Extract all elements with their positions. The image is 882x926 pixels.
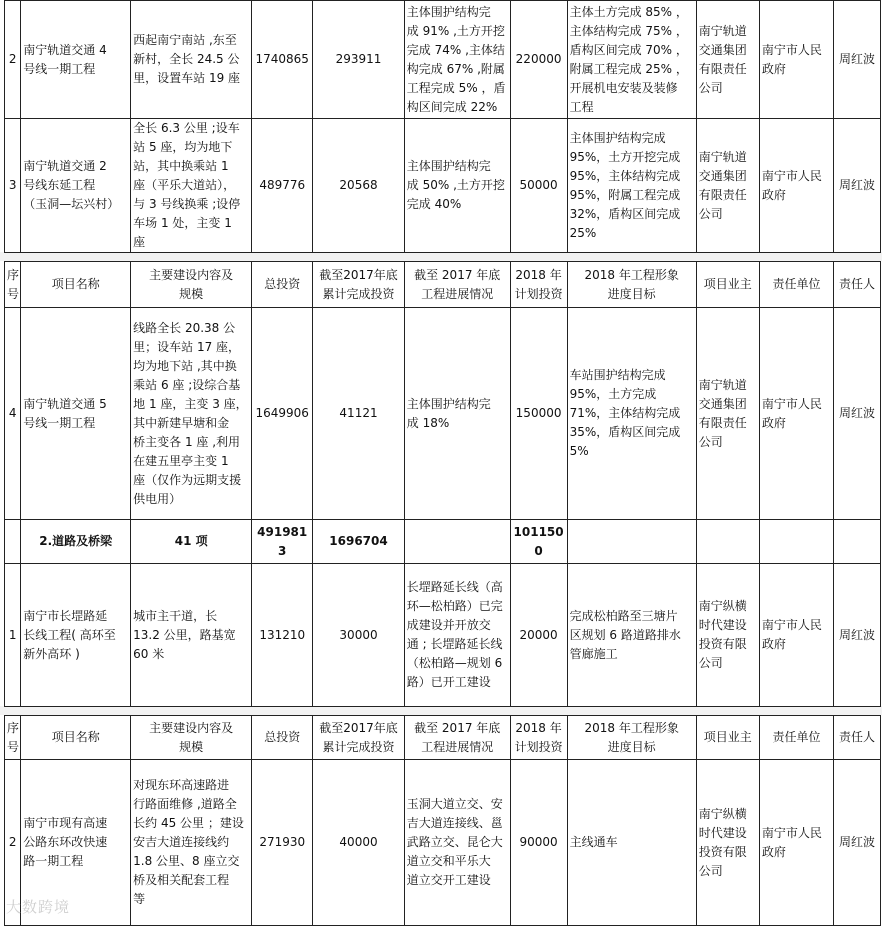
cell-seq xyxy=(5,520,21,564)
cell-target2018: 主体围护结构完成 95%，土方开挖完成 95%，主体结构完成 95%，附属工程完成 32%，盾构区间完成 25% xyxy=(567,119,696,253)
cell-unit: 南宁市人民 政府 xyxy=(759,760,833,926)
table-row xyxy=(5,760,881,926)
cell-unit: 南宁市人民 政府 xyxy=(759,1,833,119)
subtotal-row xyxy=(5,520,881,564)
cell-total: 271930 xyxy=(252,760,313,926)
cell-total: 1740865 xyxy=(252,1,313,119)
table-row xyxy=(5,1,881,119)
cell-plan2018: 150000 xyxy=(510,308,567,520)
cell-progress2017: 主体围护结构完 成 18% xyxy=(404,308,510,520)
header-progress2017: 截至 2017 年底 工程进展情况 xyxy=(404,262,510,308)
subtotal-total: 4919813 xyxy=(252,520,313,564)
header-unit: 责任单位 xyxy=(759,262,833,308)
subtotal-plan2018: 101150 0 xyxy=(510,520,567,564)
cell-seq: 4 xyxy=(5,308,21,520)
project-table-block-3 xyxy=(4,715,881,926)
header-owner: 项目业主 xyxy=(696,716,759,760)
subtotal-cum2017: 1696704 xyxy=(313,520,405,564)
header-target2018: 2018 年工程形象 进度目标 xyxy=(567,262,696,308)
header-seq: 序 号 xyxy=(5,716,21,760)
cell-content: 城市主干道，长 13.2 公里，路基宽 60 米 xyxy=(131,564,252,707)
header-plan2018: 2018 年 计划投资 xyxy=(510,262,567,308)
cell-unit xyxy=(759,520,833,564)
cell-total: 131210 xyxy=(252,564,313,707)
cell-cum2017: 40000 xyxy=(313,760,405,926)
cell-content: 西起南宁南站 ,东至 新村，全长 24.5 公 里，设置车站 19 座 xyxy=(131,1,252,119)
cell-person: 周红波 xyxy=(834,1,881,119)
cell-seq: 3 xyxy=(5,119,21,253)
cell-target2018: 主体土方完成 85% ， 主体结构完成 75% ， 盾构区间完成 70% ， 附属工程完成 25% ， 开展机电安装及装修 工程 xyxy=(567,1,696,119)
cell-owner: 南宁轨道 交通集团 有限责任 公司 xyxy=(696,308,759,520)
cell-cum2017: 293911 xyxy=(313,1,405,119)
cell-total: 489776 xyxy=(252,119,313,253)
page-gap xyxy=(0,706,882,715)
header-total: 总投资 xyxy=(252,262,313,308)
cell-seq: 2 xyxy=(5,760,21,926)
cell-plan2018: 90000 xyxy=(510,760,567,926)
cell-progress2017 xyxy=(404,520,510,564)
header-target2018: 2018 年工程形象 进度目标 xyxy=(567,716,696,760)
cell-name: 南宁轨道交通 5 号线一期工程 xyxy=(21,308,131,520)
header-person: 责任人 xyxy=(834,262,881,308)
cell-plan2018: 50000 xyxy=(510,119,567,253)
cell-target2018: 完成松柏路至三塘片 区规划 6 路道路排水 管廊施工 xyxy=(567,564,696,707)
cell-unit: 南宁市人民 政府 xyxy=(759,564,833,707)
cell-progress2017: 玉洞大道立交、安 吉大道连接线、邕 武路立交、昆仑大 道立交和平乐大 道立交开工建设 xyxy=(404,760,510,926)
cell-content: 全长 6.3 公里 ;设车 站 5 座，均为地下 站，其中换乘站 1 座（平乐大道站）， 与 3 号线换乘 ;设停 车场 1 处，主变 1 座 xyxy=(131,119,252,253)
header-name: 项目名称 xyxy=(21,262,131,308)
cell-owner: 南宁纵横 时代建设 投资有限 公司 xyxy=(696,760,759,926)
project-table-block-2 xyxy=(4,261,881,707)
header-name: 项目名称 xyxy=(21,716,131,760)
cell-name: 南宁市长堽路延 长线工程( 高环至 新外高环 ) xyxy=(21,564,131,707)
table-header-row xyxy=(5,716,881,760)
cell-progress2017: 主体围护结构完 成 91% ,土方开挖 完成 74% ,主体结 构完成 67% ,附属 工程完成 5% ，盾 构区间完成 22% xyxy=(404,1,510,119)
cell-person: 周红波 xyxy=(834,119,881,253)
table-header-row xyxy=(5,262,881,308)
cell-content: 对现东环高速路进 行路面维修 ,道路全 长约 45 公里 ；建设 安吉大道连接线约 1.8 公里、8 座立交 桥及相关配套工程 等 xyxy=(131,760,252,926)
subtotal-count: 41 项 xyxy=(131,520,252,564)
cell-progress2017: 长堽路延长线（高 环—松柏路）已完 成建设并开放交 通 ; 长堽路延长线 （松柏路—规划 6 路）已开工建设 xyxy=(404,564,510,707)
header-person: 责任人 xyxy=(834,716,881,760)
cell-content: 线路全长 20.38 公 里；设车站 17 座， 均为地下站 ,其中换 乘站 6 座 ;设综合基 地 1 座，主变 3 座， 其中新建早塘和金 桥主变各 1 座 ,利用 在建五里亭主变 1 座（仅作为远期支援 供电用） xyxy=(131,308,252,520)
cell-owner: 南宁纵横 时代建设 投资有限 公司 xyxy=(696,564,759,707)
header-seq: 序 号 xyxy=(5,262,21,308)
subtotal-category: 2.道路及桥梁 xyxy=(21,520,131,564)
cell-seq: 1 xyxy=(5,564,21,707)
cell-name: 南宁市现有高速 公路东环改快速 路一期工程 xyxy=(21,760,131,926)
cell-seq: 2 xyxy=(5,1,21,119)
watermark: 大数跨境 xyxy=(6,898,71,916)
cell-cum2017: 41121 xyxy=(313,308,405,520)
header-content: 主要建设内容及 规模 xyxy=(131,262,252,308)
cell-cum2017: 30000 xyxy=(313,564,405,707)
header-cum2017: 截至2017年底 累计完成投资 xyxy=(313,262,405,308)
cell-person: 周红波 xyxy=(834,564,881,707)
cell-name: 南宁轨道交通 2 号线东延工程 （玉洞—坛兴村） xyxy=(21,119,131,253)
cell-owner xyxy=(696,520,759,564)
header-total: 总投资 xyxy=(252,716,313,760)
cell-total: 1649906 xyxy=(252,308,313,520)
page-gap xyxy=(0,252,882,261)
cell-owner: 南宁轨道 交通集团 有限责任 公司 xyxy=(696,1,759,119)
cell-target2018 xyxy=(567,520,696,564)
project-table-block-1 xyxy=(4,0,881,253)
header-plan2018: 2018 年 计划投资 xyxy=(510,716,567,760)
header-unit: 责任单位 xyxy=(759,716,833,760)
cell-person: 周红波 xyxy=(834,308,881,520)
cell-plan2018: 20000 xyxy=(510,564,567,707)
header-owner: 项目业主 xyxy=(696,262,759,308)
cell-owner: 南宁轨道 交通集团 有限责任 公司 xyxy=(696,119,759,253)
cell-unit: 南宁市人民 政府 xyxy=(759,119,833,253)
cell-progress2017: 主体围护结构完 成 50% ,土方开挖 完成 40% xyxy=(404,119,510,253)
cell-cum2017: 20568 xyxy=(313,119,405,253)
table-row xyxy=(5,119,881,253)
header-progress2017: 截至 2017 年底 工程进展情况 xyxy=(404,716,510,760)
cell-unit: 南宁市人民 政府 xyxy=(759,308,833,520)
header-content: 主要建设内容及 规模 xyxy=(131,716,252,760)
cell-person: 周红波 xyxy=(834,760,881,926)
header-cum2017: 截至2017年底 累计完成投资 xyxy=(313,716,405,760)
cell-person xyxy=(834,520,881,564)
cell-target2018: 主线通车 xyxy=(567,760,696,926)
cell-target2018: 车站围护结构完成 95%，土方完成 71%，主体结构完成 35%，盾构区间完成 5% xyxy=(567,308,696,520)
table-row xyxy=(5,308,881,520)
cell-name: 南宁轨道交通 4 号线一期工程 xyxy=(21,1,131,119)
cell-plan2018: 220000 xyxy=(510,1,567,119)
table-row xyxy=(5,564,881,707)
